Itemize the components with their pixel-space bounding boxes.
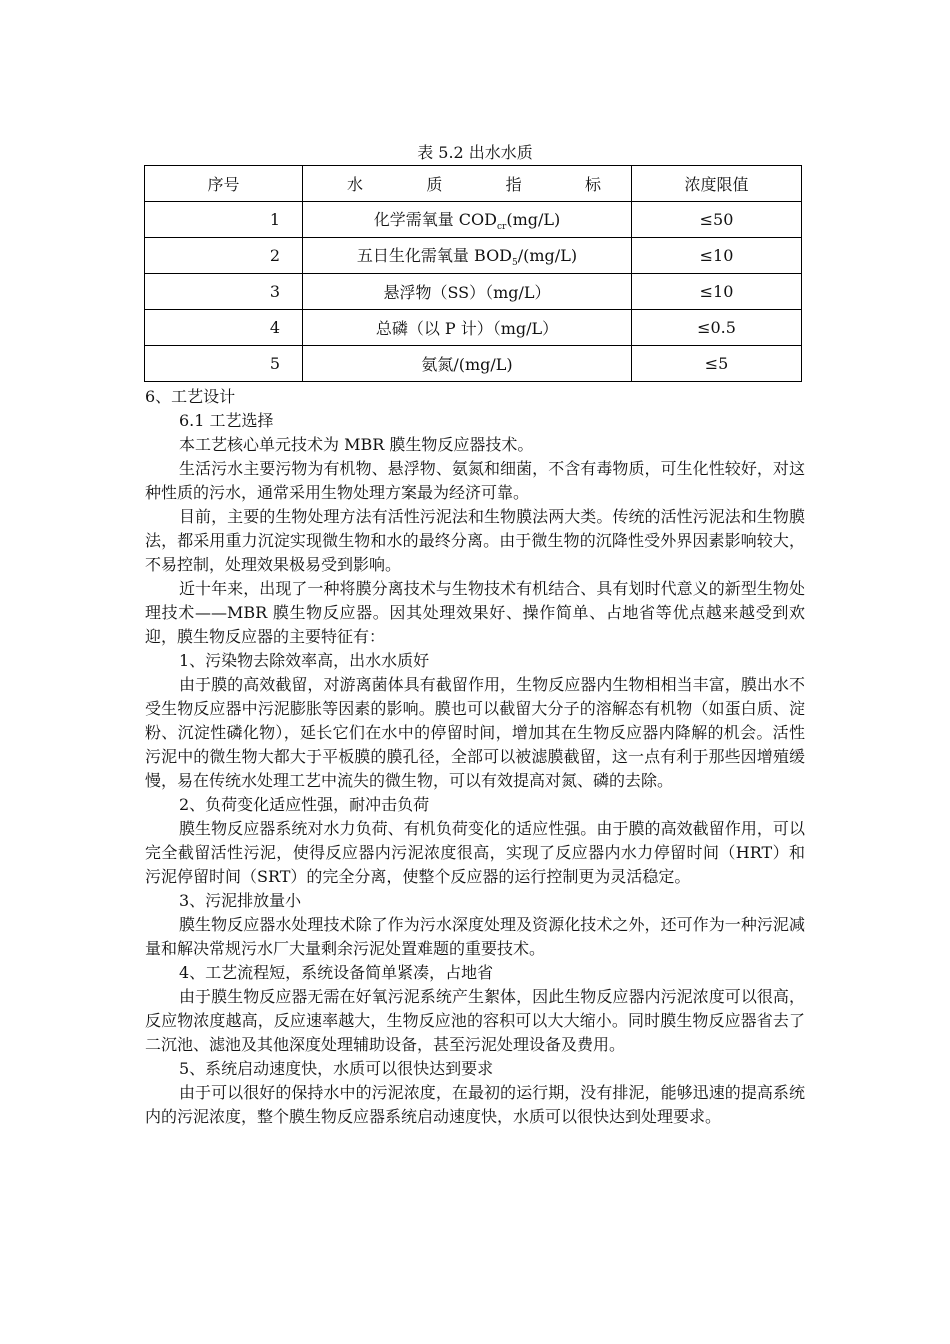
row-item: 五日生化需氧量 $BOD_5/(mg/L)$ bbox=[303, 238, 632, 274]
row-limit: ≤10 bbox=[632, 274, 802, 310]
table-header-row bbox=[145, 166, 802, 202]
header-char: 指 bbox=[505, 175, 522, 194]
feature-heading: 4、工艺流程短，系统设备简单紧凑，占地省 bbox=[179, 963, 494, 982]
subsection-heading: 6.1 工艺选择 bbox=[179, 411, 274, 430]
feature-heading: 2、负荷变化适应性强，耐冲击负荷 bbox=[179, 795, 430, 814]
paragraph: 目前，主要的生物处理方法有活性污泥法和生物膜法两大类。传统的活性污泥法和生物膜法，都采用重力沉淀实现微生物和水的最终分离。由于微生物的沉降性受外界因素影响较大，不易控制，处理效果极易受到影响。 bbox=[145, 507, 805, 574]
row-item: 化学需氧量 $COD_{cr}(mg/L)$ bbox=[303, 202, 632, 238]
paragraph: 生活污水主要污物为有机物、悬浮物、氨氮和细菌，不含有毒物质，可生化性较好，对这种性质的污水，通常采用生物处理方案最为经济可靠。 bbox=[145, 459, 805, 502]
row-no: 2 bbox=[145, 238, 303, 274]
header-limit: 浓度限值 bbox=[632, 166, 802, 202]
header-no: 序号 bbox=[145, 166, 303, 202]
paragraph: 近十年来，出现了一种将膜分离技术与生物技术有机结合、具有划时代意义的新型生物处理技术——MBR 膜生物反应器。因其处理效果好、操作简单、占地省等优点越来越受到欢迎，膜生物反应器的主要特征有： bbox=[145, 579, 805, 646]
feature-heading: 3、污泥排放量小 bbox=[179, 891, 302, 910]
table-row bbox=[145, 346, 802, 382]
paragraph: 由于可以很好的保持水中的污泥浓度，在最初的运行期，没有排泥，能够迅速的提高系统内的污泥浓度，整个膜生物反应器系统启动速度快，水质可以很快达到处理要求。 bbox=[145, 1083, 805, 1126]
row-item: 氨氮/(mg/L) bbox=[303, 346, 632, 382]
table-row bbox=[145, 238, 802, 274]
feature-heading: 1、污染物去除效率高，出水水质好 bbox=[179, 651, 430, 670]
table-row bbox=[145, 202, 802, 238]
water-quality-table bbox=[144, 165, 802, 382]
paragraph: 由于膜的高效截留，对游离菌体具有截留作用，生物反应器内生物相相当丰富，膜出水不受生物反应器中污泥膨胀等因素的影响。膜也可以截留大分子的溶解态有机物（如蛋白质、淀粉、沉淀性磷化物），延长它们在水中的停留时间，增加其在生物反应器内降解的机会。活性污泥中的微生物大都大于平板膜的膜孔径，全部可以被滤膜截留，这一点有利于那些因增殖缓慢，易在传统水处理工艺中流失的微生物，可以有效提高对氮、磷的去除。 bbox=[145, 675, 805, 790]
table-row bbox=[145, 310, 802, 346]
row-limit: ≤50 bbox=[632, 202, 802, 238]
row-no: 5 bbox=[145, 346, 303, 382]
document-body bbox=[145, 385, 805, 1129]
row-no: 1 bbox=[145, 202, 303, 238]
header-char: 标 bbox=[584, 175, 601, 194]
paragraph: 本工艺核心单元技术为 MBR 膜生物反应器技术。 bbox=[179, 435, 534, 454]
table-row bbox=[145, 274, 802, 310]
table-caption: 表 5.2 出水水质 bbox=[417, 143, 533, 162]
header-char: 水 bbox=[347, 175, 364, 194]
paragraph: 膜生物反应器系统对水力负荷、有机负荷变化的适应性强。由于膜的高效截留作用，可以完全截留活性污泥，使得反应器内污泥浓度很高，实现了反应器内水力停留时间（HRT）和污泥停留时间（SRT）的完全分离，使整个反应器的运行控制更为灵活稳定。 bbox=[145, 819, 805, 886]
paragraph: 由于膜生物反应器无需在好氧污泥系统产生絮体，因此生物反应器内污泥浓度可以很高，反应物浓度越高，反应速率越大，生物反应池的容积可以大大缩小。同时膜生物反应器省去了二沉池、滤池及其他深度处理辅助设备，甚至污泥处理设备及费用。 bbox=[145, 987, 805, 1054]
feature-heading: 5、系统启动速度快，水质可以很快达到要求 bbox=[179, 1059, 494, 1078]
header-char: 质 bbox=[426, 175, 443, 194]
row-no: 4 bbox=[145, 310, 303, 346]
row-limit: ≤5 bbox=[632, 346, 802, 382]
row-no: 3 bbox=[145, 274, 303, 310]
row-limit: ≤10 bbox=[632, 238, 802, 274]
paragraph: 膜生物反应器水处理技术除了作为污水深度处理及资源化技术之外，还可作为一种污泥减量和解决常规污水厂大量剩余污泥处置难题的重要技术。 bbox=[145, 915, 805, 958]
section-heading: 6、工艺设计 bbox=[145, 387, 236, 406]
header-indicator bbox=[303, 166, 632, 202]
row-limit: ≤0.5 bbox=[632, 310, 802, 346]
row-item: 悬浮物（SS）（mg/L） bbox=[303, 274, 632, 310]
row-item: 总磷（以 P 计）（mg/L） bbox=[303, 310, 632, 346]
